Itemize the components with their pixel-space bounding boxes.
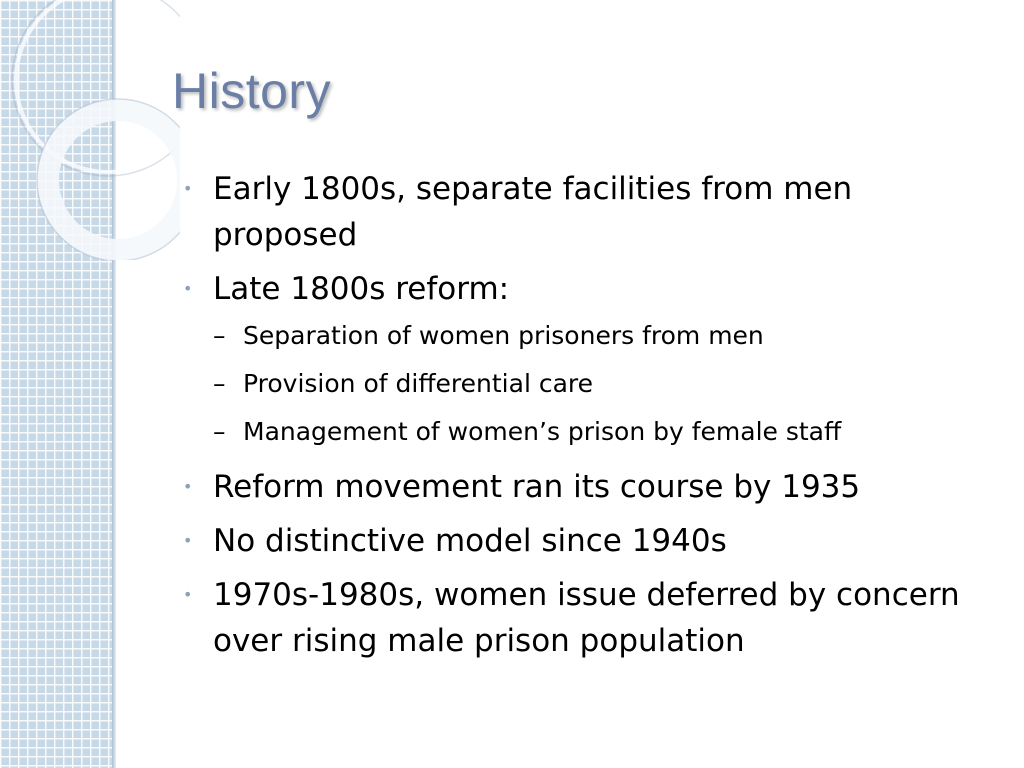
sub-list-item [213,408,980,456]
bullet-dot-icon: • [183,585,193,604]
dash-icon: – [213,369,226,398]
bullet-text: No distinctive model since 1940s [213,523,727,559]
slide-title: History [172,63,332,119]
list-item [180,518,980,564]
bullet-dot-icon: • [183,179,193,198]
sub-list-item [213,360,980,408]
sub-bullet-text: Management of women’s prison by female staff [243,417,842,446]
bullet-text: Reform movement ran its course by 1935 [213,469,861,505]
sub-bullet-text: Provision of differential care [243,369,594,398]
list-item [180,572,980,664]
bullet-dot-icon: • [183,477,193,496]
bullet-text: 1970s-1980s, women issue deferred by concern over rising male prison population [213,577,960,659]
dash-icon: – [213,321,226,350]
list-item [180,464,980,510]
sub-bullet-text: Separation of women prisoners from men [243,321,764,350]
bullet-dot-icon: • [183,531,193,550]
list-item [180,166,980,258]
dash-icon: – [213,417,226,446]
sub-bullet-list [213,312,980,456]
list-item [180,266,980,456]
bullet-dot-icon: • [183,279,193,298]
sub-list-item [213,312,980,360]
bullet-text: Late 1800s reform: [213,271,510,307]
slide-content [180,166,980,672]
bullet-list [180,166,980,664]
decorative-rings [0,0,180,260]
bullet-text: Early 1800s, separate facilities from men proposed [213,171,853,253]
